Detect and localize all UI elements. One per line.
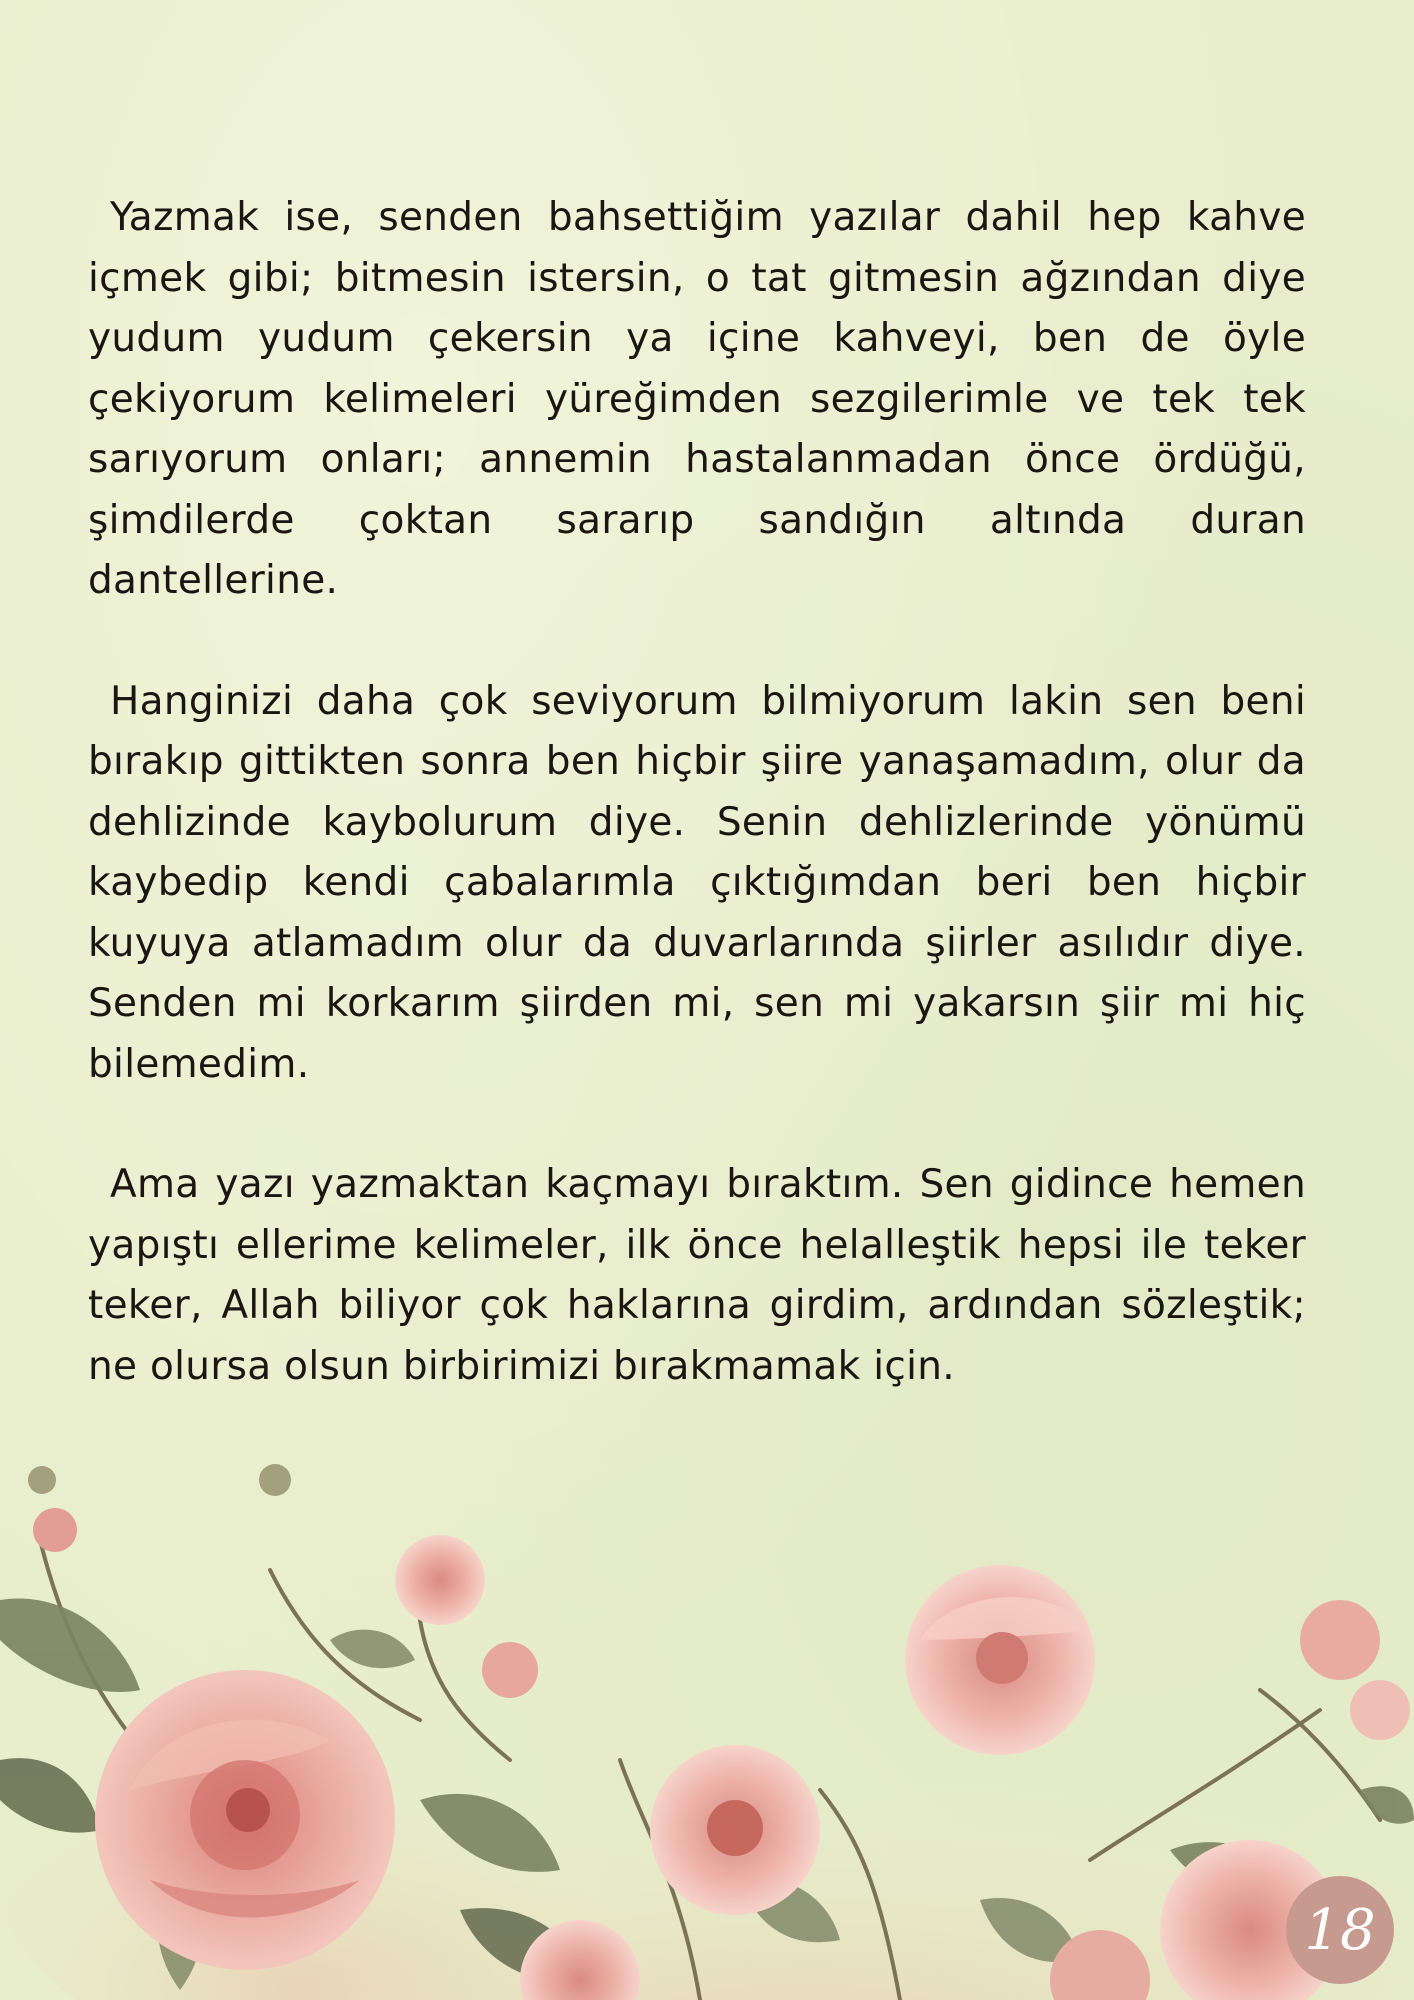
rose-middle [650, 1745, 820, 1915]
page-number: 18 [1304, 1897, 1376, 1963]
page-number-badge [1286, 1876, 1394, 1984]
rose-top-right [905, 1565, 1095, 1755]
rose-border-illustration [0, 1460, 1414, 2000]
large-rose-left [95, 1670, 395, 1970]
paragraph-3: Ama yazı yazmaktan kaçmayı bıraktım. Sen gidince hemen yapıştı ellerime kelimeler, ilk önce helalleştik hepsi ile teker teker, Allah biliyor çok haklarına girdim, ardından sözleştik; ne olursa olsun birbirimizi bırakmamak için. [88, 1162, 1306, 1389]
body-text [88, 188, 1306, 1457]
paragraph-2: Hanginizi daha çok seviyorum bilmiyorum lakin sen beni bırakıp gittikten sonra ben hiçbir şiire yanaşamadım, olur da dehlizinde kaybolurum diye. Senin dehlizlerinde yönümü kaybedip kendi çabalarımla çıktığımdan beri ben hiçbir kuyuya atlamadım olur da duvarlarında şiirler asılıdır diye. Senden mi korkarım şiirden mi, sen mi yakarsın şiir mi hiç bilemedim. [88, 678, 1306, 1087]
paragraph-1: Yazmak ise, senden bahsettiğim yazılar dahil hep kahve içmek gibi; bitmesin istersin, o tat gitmesin ağzından diye yudum yudum çekersin ya içine kahveyi, ben de öyle çekiyorum kelimeleri yüreğimden sezgilerimle ve tek tek sarıyorum onları; annemin hastalanmadan önce ördüğü, şimdilerde çoktan sararıp sandığın altında duran dantellerine. [88, 195, 1306, 603]
